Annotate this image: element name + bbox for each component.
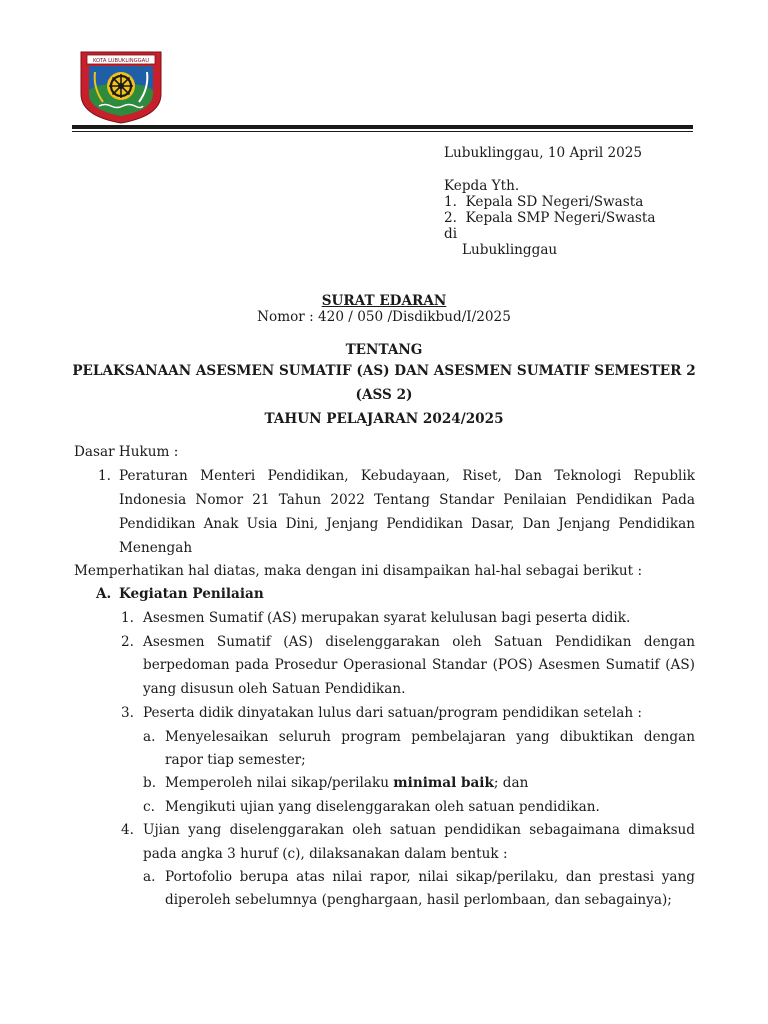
subitem-line: rapor tiap semester; bbox=[165, 752, 306, 768]
item-line: Peserta didik dinyatakan lulus dari satuan/program pendidikan setelah : bbox=[143, 705, 642, 721]
recipient-city: Lubuklinggau bbox=[462, 242, 558, 258]
recipient-text: Kepala SMP Negeri/Swasta bbox=[465, 210, 656, 226]
subitem-letter: a. bbox=[143, 729, 156, 745]
subitem-line: Portofolio berupa atas nilai rapor, nilai sikap/perilaku, dan prestasi yang bbox=[165, 869, 695, 885]
subitem-emphasis: minimal baik bbox=[393, 775, 494, 791]
item-line: Asesmen Sumatif (AS) diselenggarakan oleh Satuan Pendidikan dengan bbox=[143, 634, 695, 650]
recipient-item bbox=[444, 210, 655, 226]
city-emblem-logo bbox=[79, 50, 163, 124]
recipient-number: 1. bbox=[444, 194, 457, 210]
item-line: berpedoman pada Prosedur Operasional Standar (POS) Asesmen Sumatif (AS) bbox=[143, 657, 695, 673]
section-title: Kegiatan Penilaian bbox=[119, 586, 264, 602]
intro-paragraph: Memperhatikan hal diatas, maka dengan ini disampaikan hal-hal sebagai berikut : bbox=[74, 563, 643, 579]
subject-line-3: TAHUN PELAJARAN 2024/2025 bbox=[264, 411, 504, 427]
place-date: Lubuklinggau, 10 April 2025 bbox=[444, 145, 643, 161]
subitem-letter: c. bbox=[143, 799, 155, 815]
header-rule-thick bbox=[72, 125, 693, 129]
item-number: 4. bbox=[121, 822, 134, 838]
recipient-di: di bbox=[444, 226, 458, 242]
subitem-text: ; dan bbox=[493, 775, 529, 791]
subitem-line: diperoleh sebelumnya (penghargaan, hasil perlombaan, dan sebagainya); bbox=[165, 892, 672, 908]
subject-line-1: PELAKSANAAN ASESMEN SUMATIF (AS) DAN ASESMEN SUMATIF SEMESTER 2 bbox=[72, 363, 696, 379]
item-line: pada angka 3 huruf (c), dilaksanakan dalam bentuk : bbox=[143, 846, 508, 862]
subitem-letter: a. bbox=[143, 869, 156, 885]
legal-basis-line: Pendidikan Anak Usia Dini, Jenjang Pendidikan Dasar, Dan Jenjang Pendidikan bbox=[119, 516, 695, 532]
legal-basis-label: Dasar Hukum : bbox=[74, 444, 179, 460]
subitem-line bbox=[165, 775, 528, 791]
recipient-salutation: Kepda Yth. bbox=[444, 178, 520, 194]
legal-basis-line: Indonesia Nomor 21 Tahun 2022 Tentang Standar Penilaian Pendidikan Pada bbox=[119, 492, 695, 508]
item-line: Asesmen Sumatif (AS) merupakan syarat kelulusan bagi peserta didik. bbox=[143, 610, 631, 626]
legal-basis-number: 1. bbox=[98, 468, 111, 484]
recipient-number: 2. bbox=[444, 210, 457, 226]
legal-basis-line: Menengah bbox=[119, 540, 193, 556]
logo-banner-text: KOTA LUBUKLINGGAU bbox=[92, 58, 150, 64]
item-number: 2. bbox=[121, 634, 134, 650]
item-number: 3. bbox=[121, 705, 134, 721]
letter-heading: SURAT EDARAN bbox=[321, 293, 447, 309]
tentang-label: TENTANG bbox=[345, 342, 423, 358]
header-rule-thin bbox=[72, 131, 693, 132]
recipient-item bbox=[444, 194, 643, 210]
subject-line-2: (ASS 2) bbox=[355, 387, 413, 403]
subitem-line: Menyelesaikan seluruh program pembelajaran yang dibuktikan dengan bbox=[165, 729, 695, 745]
item-number: 1. bbox=[121, 610, 134, 626]
item-line: Ujian yang diselenggarakan oleh satuan pendidikan sebagaimana dimaksud bbox=[143, 822, 695, 838]
section-letter: A. bbox=[96, 586, 112, 602]
subitem-letter: b. bbox=[143, 775, 157, 791]
item-line: yang disusun oleh Satuan Pendidikan. bbox=[143, 681, 406, 697]
recipient-text: Kepala SD Negeri/Swasta bbox=[465, 194, 644, 210]
legal-basis-line: Peraturan Menteri Pendidikan, Kebudayaan, Riset, Dan Teknologi Republik bbox=[119, 468, 695, 484]
letter-number: Nomor : 420 / 050 /Disdikbud/I/2025 bbox=[257, 309, 511, 325]
subitem-text: Memperoleh nilai sikap/perilaku bbox=[165, 775, 394, 791]
subitem-line: Mengikuti ujian yang diselenggarakan oleh satuan pendidikan. bbox=[165, 799, 600, 815]
